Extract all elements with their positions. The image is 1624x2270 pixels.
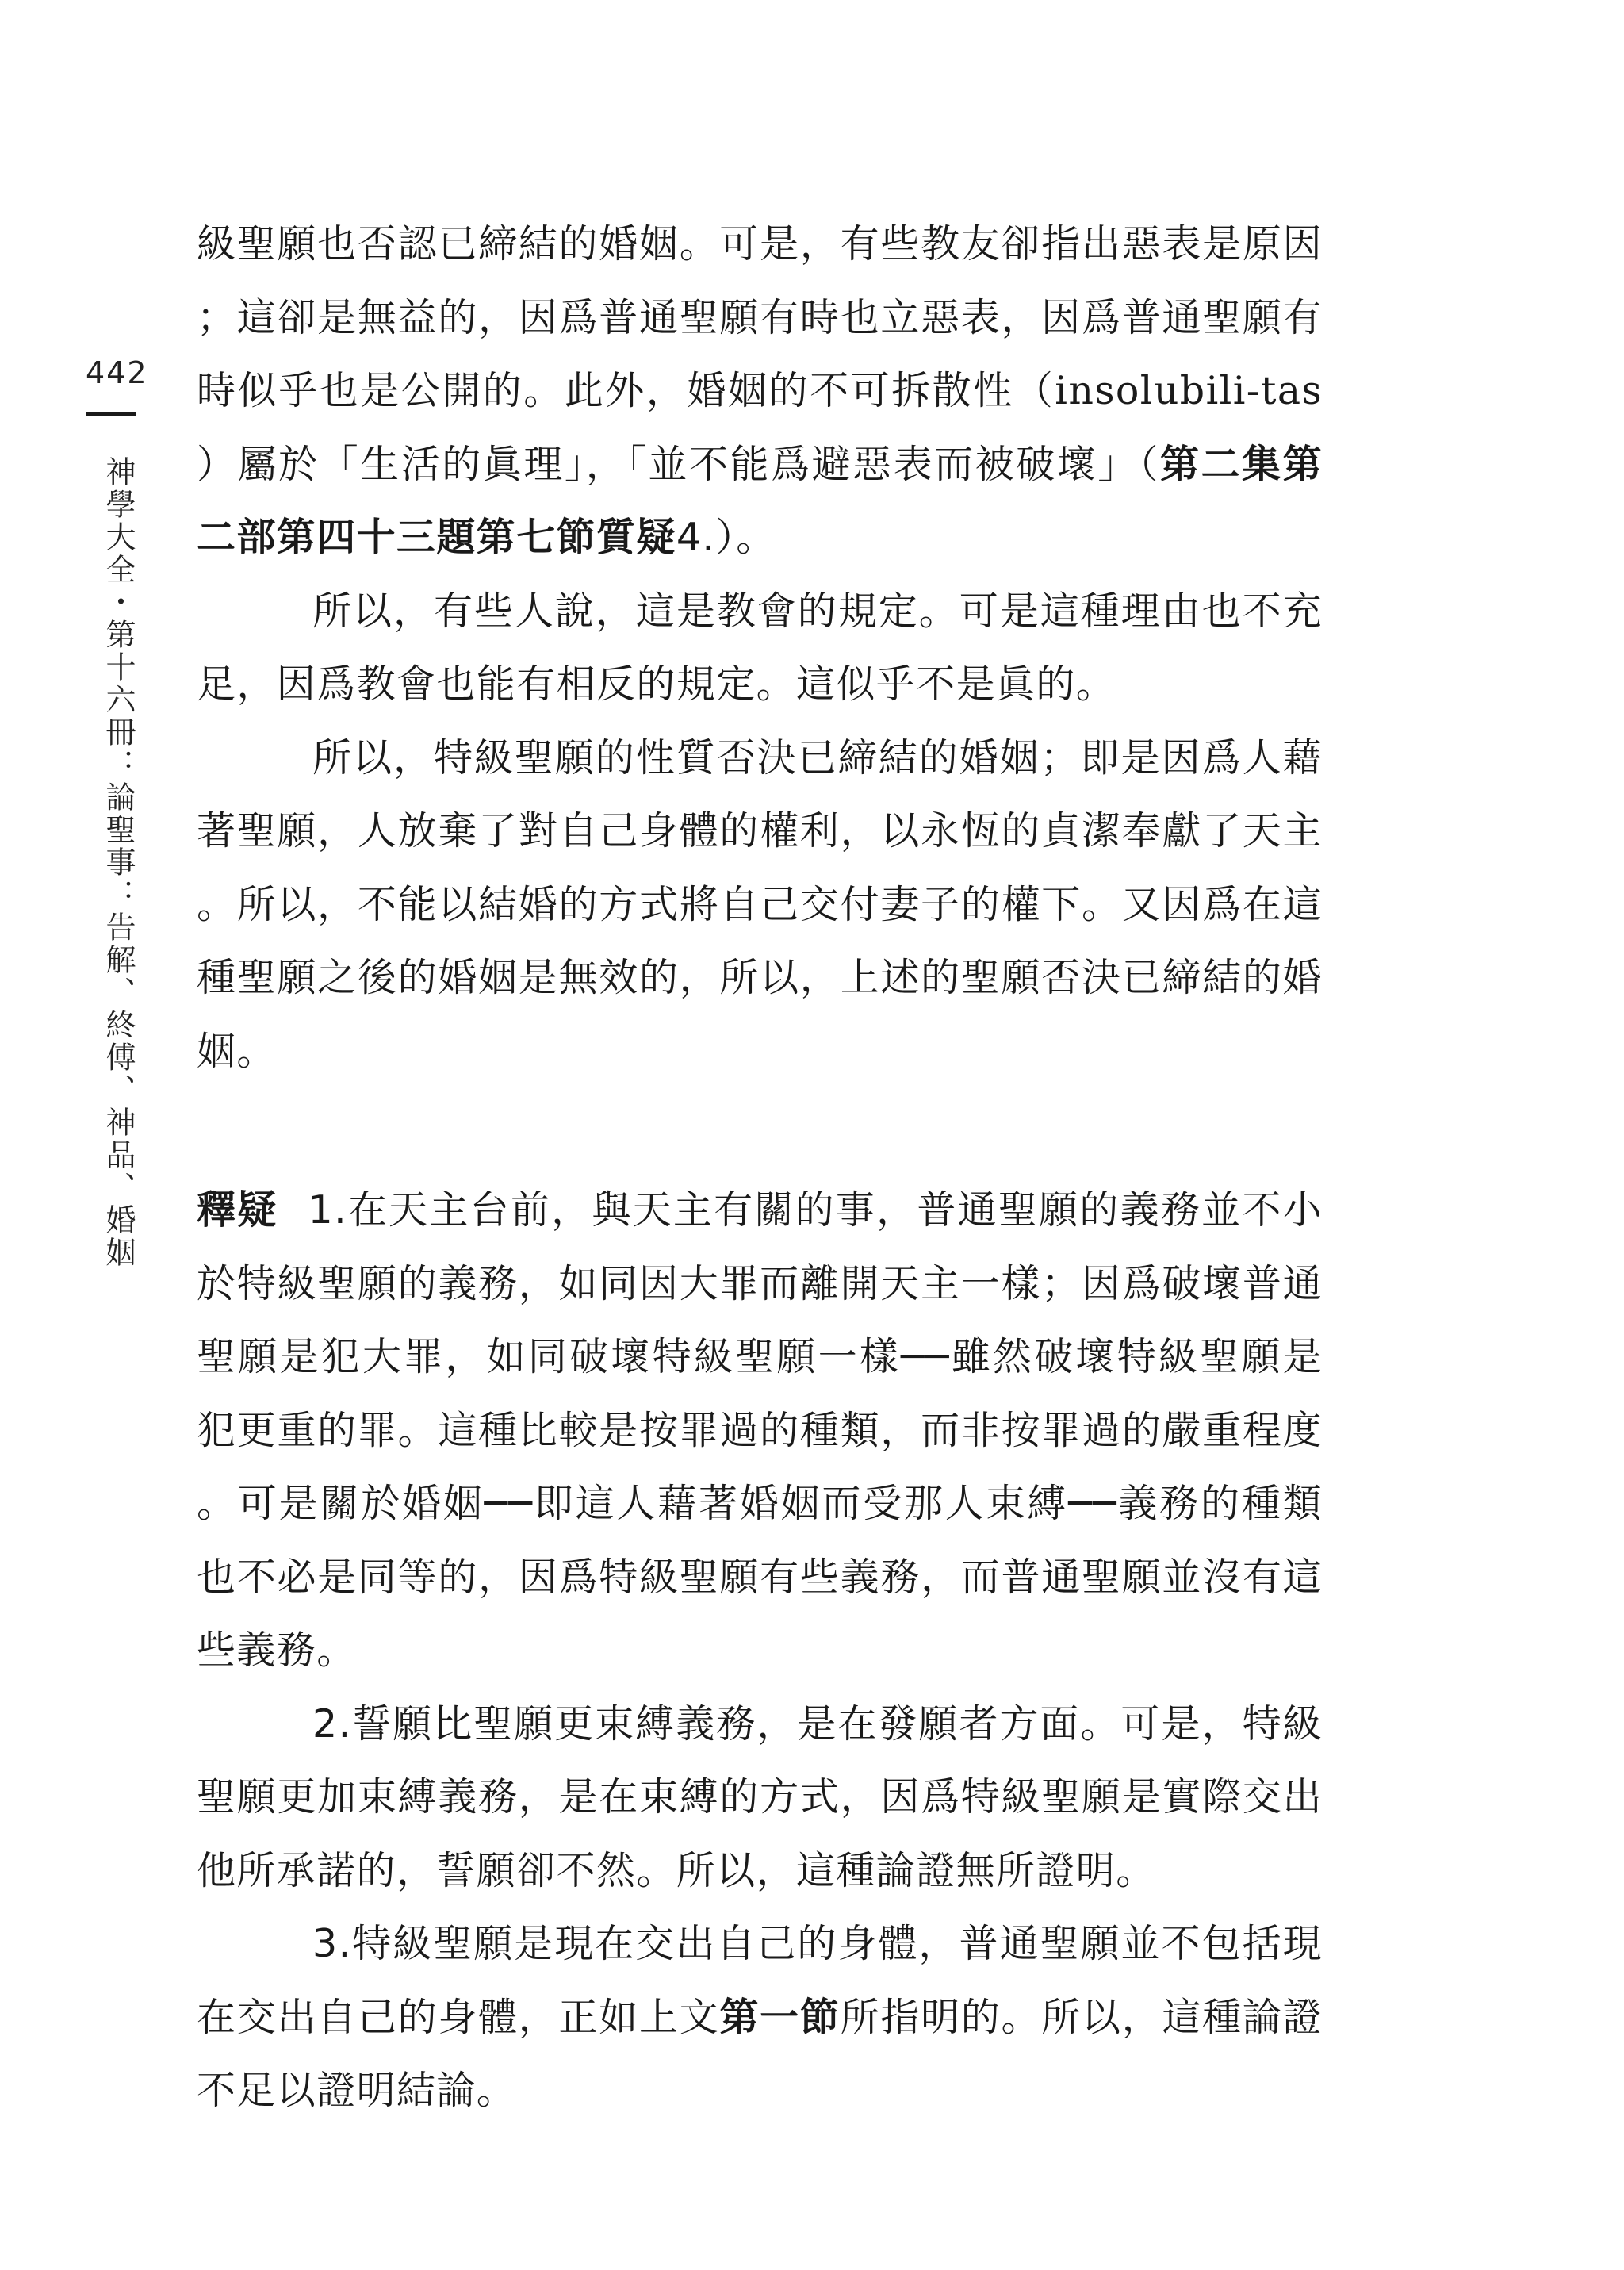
paragraph-3: 所以，特級聖願的性質否決已締結的婚姻；即是因爲人藉著聖願，人放棄了對自己身體的權利，以永恆的貞潔奉獻了天主。所以，不能以結婚的方式將自己交付妻子的權下。又因爲在這種聖願之後的婚姻是無效的，所以，上述的聖願否決已締結的婚姻。: [197, 734, 1323, 1074]
reply-1-text: 在天主台前，與天主有關的事，普通聖願的義務並不小於特級聖願的義務，如同因大罪而離開天主一樣；因爲破壞普通聖願是犯大罪，如同破壞特級聖願一樣──雖然破壞特級聖願是犯更重的罪。這種比較是按罪過的種類，而非按罪過的嚴重程度。可是關於婚姻──即這人藉著婚姻而受那人束縛──義務的種類也不必是同等的，因爲特級聖願有些義務，而普通聖願並沒有這些義務。: [197, 1187, 1323, 1673]
paragraph-1-tail: 4.）。: [676, 515, 776, 560]
reply-3-text-pre: 特級聖願是現在交出自己的身體，普通聖願並不包括現在交出自己的身體，正如上文: [197, 1921, 1323, 2040]
reply-2-number: 2.: [312, 1701, 352, 1747]
reply-2: [197, 1688, 1323, 1908]
reply-3-number: 3.: [312, 1921, 352, 1966]
paragraph-1: [197, 208, 1323, 575]
paragraph-2: 所以，有些人說，這是教會的規定。可是這種理由也不充足，因爲教會也能有相反的規定。這似乎不是眞的。: [197, 588, 1323, 707]
reply-3-cross-reference: 第一節: [719, 1994, 841, 2040]
reply-label: 釋疑: [197, 1187, 278, 1233]
reply-2-text: 誓願比聖願更束縛義務，是在發願者方面。可是，特級聖願更加束縛義務，是在束縛的方式，因爲特級聖願是實際交出他所承諾的，誓願卻不然。所以，這種論證無所證明。: [197, 1701, 1323, 1893]
page-number: 442: [86, 355, 148, 390]
reply-3: [197, 1908, 1323, 2128]
margin-rule: [86, 412, 136, 416]
body-text: [197, 208, 1323, 2128]
running-book-title: 神學大全・第十六冊：論聖事：告解、終傅、神品、婚姻: [101, 456, 136, 1269]
paragraph-1-text: 級聖願也否認已締結的婚姻。可是，有些教友卻指出惡表是原因；這卻是無益的，因爲普通聖願有時也立惡表，因爲普通聖願有時似乎也是公開的。此外，婚姻的不可拆散性（insolubili-tas）屬於「生活的眞理」，「並不能爲避惡表而被破壞」（: [197, 221, 1323, 487]
reply-1-number: 1.: [308, 1187, 348, 1233]
reply-1: [197, 1174, 1323, 1688]
reply-3-text-post: 所指明的。所以，這種論證不足以證明結論。: [197, 1994, 1323, 2113]
cross-reference: 第二集第二部第四十三題第七節質疑: [197, 441, 1323, 560]
